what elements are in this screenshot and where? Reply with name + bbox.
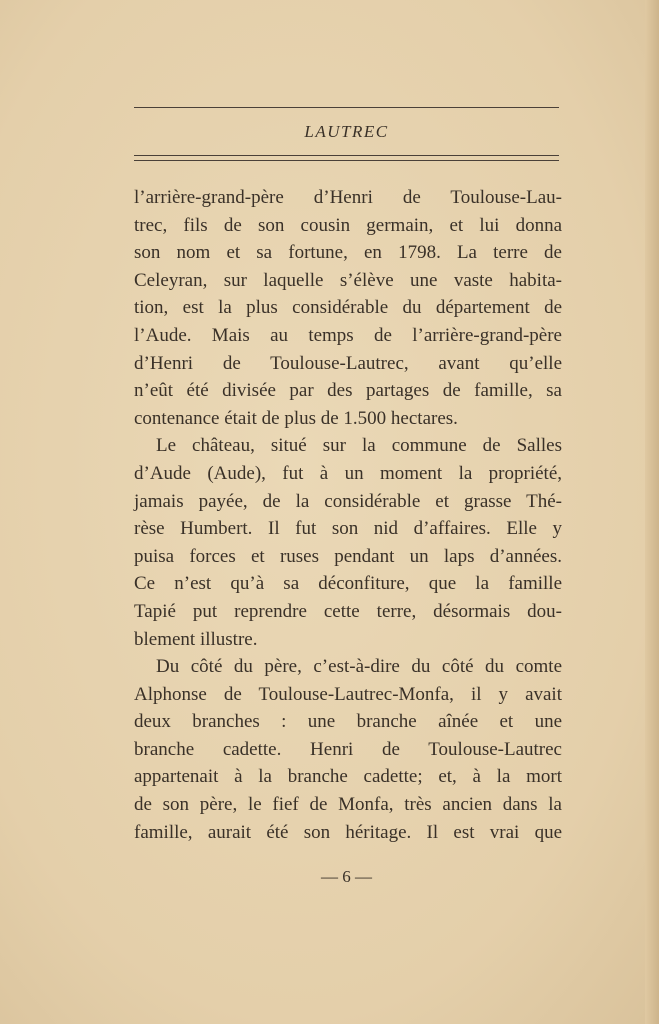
paragraph — [134, 184, 562, 432]
text-line: trec, fils de son cousin germain, et lui donna — [134, 214, 562, 236]
text-line: deux branches : une branche aînée et une — [134, 711, 562, 733]
text-line: blement illustre. — [134, 628, 258, 650]
text-line: Celeyran, sur laquelle s’élève une vaste habita- — [134, 269, 562, 291]
text-line: Du côté du père, c’est-à-dire du côté du comte — [156, 656, 562, 678]
paragraph — [134, 432, 562, 653]
text-line: rèse Humbert. Il fut son nid d’affaires. Elle y — [134, 518, 562, 540]
text-line: d’Aude (Aude), fut à un moment la propriété, — [134, 462, 562, 484]
text-line: Tapié put reprendre cette terre, désormais dou- — [134, 600, 562, 622]
text-line: n’eût été divisée par des partages de famille, sa — [134, 380, 562, 402]
text-line: Alphonse de Toulouse-Lautrec-Monfa, il y avait — [134, 683, 562, 705]
header-rule-double-1 — [134, 155, 559, 156]
text-line: tion, est la plus considérable du département de — [134, 297, 562, 319]
text-line: d’Henri de Toulouse-Lautrec, avant qu’elle — [134, 352, 562, 374]
running-title: LAUTREC — [304, 122, 389, 141]
page-edge — [645, 0, 659, 1024]
page-number: — 6 — — [321, 867, 372, 886]
text-line: jamais payée, de la considérable et grasse Thé- — [134, 490, 562, 512]
body-text — [134, 184, 562, 846]
paragraph — [134, 653, 562, 846]
text-line: de son père, le fief de Monfa, très ancien dans la — [134, 794, 562, 816]
text-line: branche cadette. Henri de Toulouse-Lautrec — [134, 738, 562, 760]
header-rule-double-2 — [134, 160, 559, 161]
text-line: Ce n’est qu’à sa déconfiture, que la famille — [134, 573, 562, 595]
text-line: Le château, situé sur la commune de Salles — [156, 435, 562, 457]
text-line: appartenait à la branche cadette; et, à la mort — [134, 766, 562, 788]
text-line: l’arrière-grand-père d’Henri de Toulouse-Lau- — [134, 187, 562, 208]
header-rule-top — [134, 107, 559, 108]
text-line: l’Aude. Mais au temps de l’arrière-grand-père — [134, 324, 562, 346]
text-line: famille, aurait été son héritage. Il est vrai que — [134, 821, 562, 843]
text-line: son nom et sa fortune, en 1798. La terre de — [134, 242, 562, 264]
text-line: puisa forces et ruses pendant un laps d’années. — [134, 545, 562, 567]
text-line: contenance était de plus de 1.500 hectares. — [134, 407, 458, 429]
